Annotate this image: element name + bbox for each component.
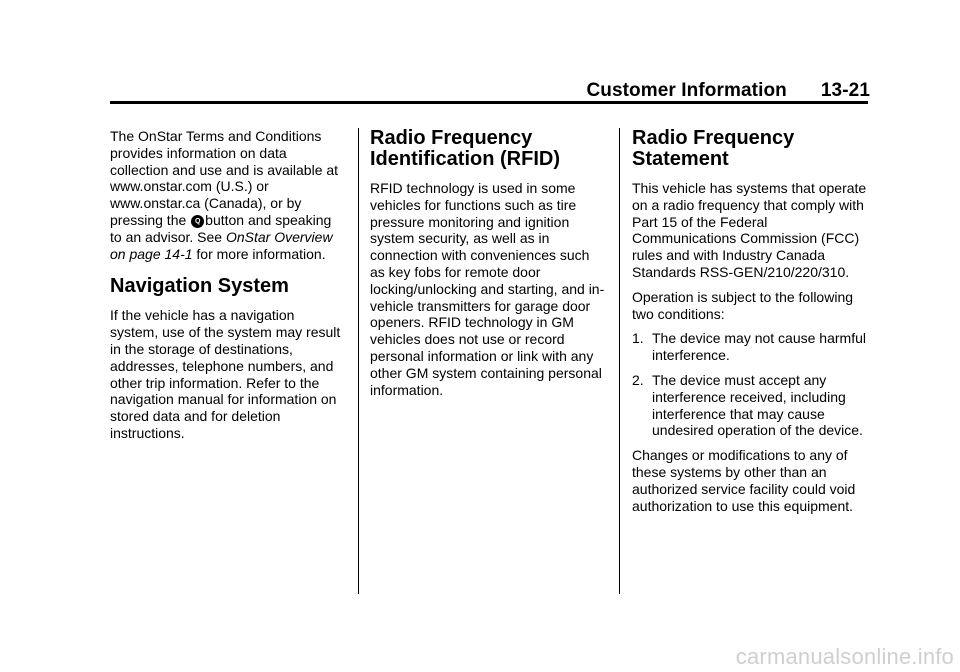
- column-divider-1: [358, 128, 359, 594]
- header-rule: [110, 101, 868, 104]
- rfid-paragraph: RFID technology is used in some vehicles for functions such as tire pressure monitoring and ignition system security, as well as in connection with conveniences such as key fobs for remote door locking/unlocking and starting, and in-vehicle transmitters for garage door openers. RFID technology in GM vehicles does not use or record personal information or link with any other GM system containing personal information.: [370, 180, 605, 398]
- navigation-system-paragraph: If the vehicle has a navigation system, use of the system may result in the storage of destinations, addresses, telephone numbers, and other trip information. Refer to the navigation manual for information on stored data and for deletion instructions.: [110, 307, 341, 441]
- list-item: [632, 372, 872, 439]
- onstar-overview-reference: OnStar Overview on page 14-1: [110, 228, 333, 262]
- conditions-list: [632, 330, 872, 439]
- onstar-terms-text-c: for more information.: [196, 245, 326, 262]
- navigation-system-heading: Navigation System: [110, 275, 289, 298]
- column-divider-2: [619, 128, 620, 594]
- onstar-button-icon: Q: [191, 215, 204, 228]
- operation-conditions-intro: Operation is subject to the following two conditions:: [632, 288, 854, 322]
- page-header: [586, 80, 870, 102]
- list-item-number: 1.: [632, 330, 644, 347]
- watermark: carmanualsonline.info: [735, 644, 954, 669]
- onstar-terms-paragraph: [110, 128, 346, 262]
- column-2: [370, 128, 608, 406]
- radio-frequency-statement-heading: Radio Frequency Statement: [632, 127, 795, 170]
- rfid-heading: Radio Frequency Identification (RFID): [370, 127, 560, 170]
- column-1: [110, 128, 346, 450]
- onstar-terms-text-b: button and speaking to an advisor. See: [110, 211, 332, 245]
- list-item-text: The device may not cause harmful interference.: [652, 330, 866, 364]
- onstar-terms-text-a: The OnStar Terms and Conditions provides information on data collection and use and is available at www.onstar.com (U.S.) or www.onstar.ca (Canada), or by pressing the: [110, 128, 339, 228]
- page-number: 13-21: [820, 80, 870, 101]
- column-3: [632, 128, 872, 522]
- fcc-compliance-paragraph: This vehicle has systems that operate on a radio frequency that comply with Part 15 of the Federal Communications Commission (FCC) rules and with Industry Canada Standards RSS-GEN/210/220/310.: [632, 180, 867, 280]
- section-title: Customer Information: [586, 80, 787, 101]
- list-item-text: The device must accept any interference received, including interference that may cause undesired operation of the device.: [652, 371, 863, 439]
- list-item: [632, 330, 872, 364]
- modifications-warning-paragraph: Changes or modifications to any of these systems by other than an authorized service facility could void authorization to use this equipment.: [632, 447, 856, 514]
- list-item-number: 2.: [632, 371, 644, 388]
